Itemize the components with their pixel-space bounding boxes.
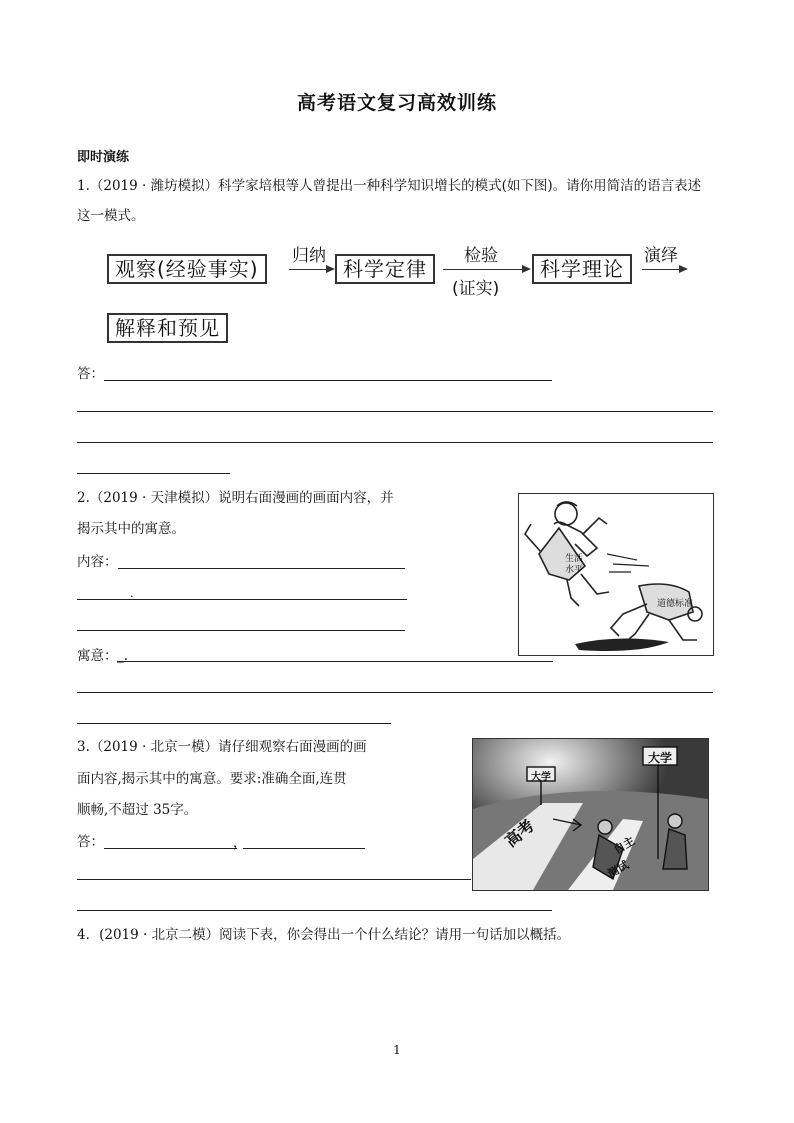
q3-answer-label: 答： bbox=[77, 834, 104, 850]
q3-comma: ， bbox=[233, 835, 247, 851]
q2-text-line1: 2.（2019 · 天津模拟）说明右面漫画的画面内容，并 bbox=[77, 490, 394, 506]
q1-text-line1: 1.（2019 · 潍坊模拟）科学家培根等人曾提出一种科学知识增长的模式(如下图)。请你用简洁的语言表述 bbox=[77, 178, 702, 194]
page-title: 高考语文复习高效训练 bbox=[296, 92, 497, 114]
q2-content-line-2[interactable] bbox=[77, 599, 407, 600]
q1-text-line2: 这一模式。 bbox=[77, 208, 145, 224]
cartoon-university-road bbox=[472, 738, 709, 891]
cartoon-living-standard bbox=[518, 493, 714, 656]
cartoon-tag-moral: 道德标准 bbox=[657, 599, 694, 609]
cartoon-sign-university-1: 大学 bbox=[531, 772, 551, 783]
cartoon-path-test: 测试 bbox=[605, 858, 632, 881]
diagram-box-explain: 解释和预见 bbox=[107, 313, 228, 343]
q2-content-line-3[interactable] bbox=[77, 630, 405, 631]
q3-text-line3: 顺畅,不超过 35字。 bbox=[77, 802, 198, 818]
diagram-arrow-label-verify: (证实) bbox=[452, 279, 500, 299]
q3-answer-line-1a[interactable] bbox=[104, 848, 237, 849]
diagram-arrow-label-induction: 归纳 bbox=[292, 246, 326, 266]
q1-answer-line-4[interactable] bbox=[77, 473, 230, 474]
page-number: 1 bbox=[393, 1043, 401, 1057]
q3-answer-line-1b[interactable] bbox=[243, 848, 365, 849]
q2-meaning-line-3[interactable] bbox=[77, 723, 391, 724]
diagram-box-theory: 科学理论 bbox=[532, 254, 632, 284]
cartoon-road-gaokao: 高考 bbox=[501, 815, 539, 851]
q3-answer-line-2[interactable] bbox=[77, 879, 471, 880]
q3-answer-line-3[interactable] bbox=[77, 910, 552, 911]
q3-text-line2: 面内容,揭示其中的寓意。要求:准确全面,连贯 bbox=[77, 771, 347, 787]
cartoon-tag-living: 生活水平 bbox=[565, 554, 584, 575]
q3-text-line1: 3.（2019 · 北京一模）请仔细观察右面漫画的画 bbox=[77, 739, 367, 755]
q1-answer-line-2[interactable] bbox=[77, 411, 713, 412]
q2-text-line2: 揭示其中的寓意。 bbox=[77, 521, 185, 537]
cartoon-drawing-2 bbox=[473, 739, 708, 890]
q2-content-line-1[interactable] bbox=[118, 568, 405, 569]
q4-text-line1: 4．(2019 · 北京二模）阅读下表，你会得出一个什么结论？请用一句话加以概括。 bbox=[77, 927, 571, 943]
q2-filler-marks: _ . _ bbox=[121, 587, 143, 600]
q2-meaning-filler: _. bbox=[117, 648, 129, 664]
cartoon-path-self: 自主 bbox=[611, 834, 638, 857]
cartoon-sign-university-2: 大学 bbox=[648, 751, 673, 765]
diagram-arrow-label-test: 检验 bbox=[464, 246, 498, 266]
q1-answer-line-1[interactable] bbox=[104, 380, 552, 381]
q2-meaning-line-2[interactable] bbox=[77, 692, 713, 693]
diagram-arrow-3 bbox=[642, 269, 686, 270]
q2-meaning-label: 寓意： bbox=[77, 648, 118, 664]
diagram-arrow-label-deduction: 演绎 bbox=[644, 246, 678, 266]
diagram-arrow-2 bbox=[443, 269, 529, 270]
q2-meaning-line-1[interactable] bbox=[117, 661, 553, 662]
diagram-box-observation: 观察(经验事实) bbox=[107, 254, 267, 284]
q1-answer-line-3[interactable] bbox=[77, 442, 713, 443]
diagram-box-law: 科学定律 bbox=[335, 254, 435, 284]
diagram-arrow-1 bbox=[289, 269, 333, 270]
q1-answer-label: 答： bbox=[77, 366, 104, 382]
cartoon-drawing bbox=[519, 494, 713, 655]
section-heading: 即时演练 bbox=[77, 150, 130, 165]
q2-content-label: 内容： bbox=[77, 554, 118, 570]
